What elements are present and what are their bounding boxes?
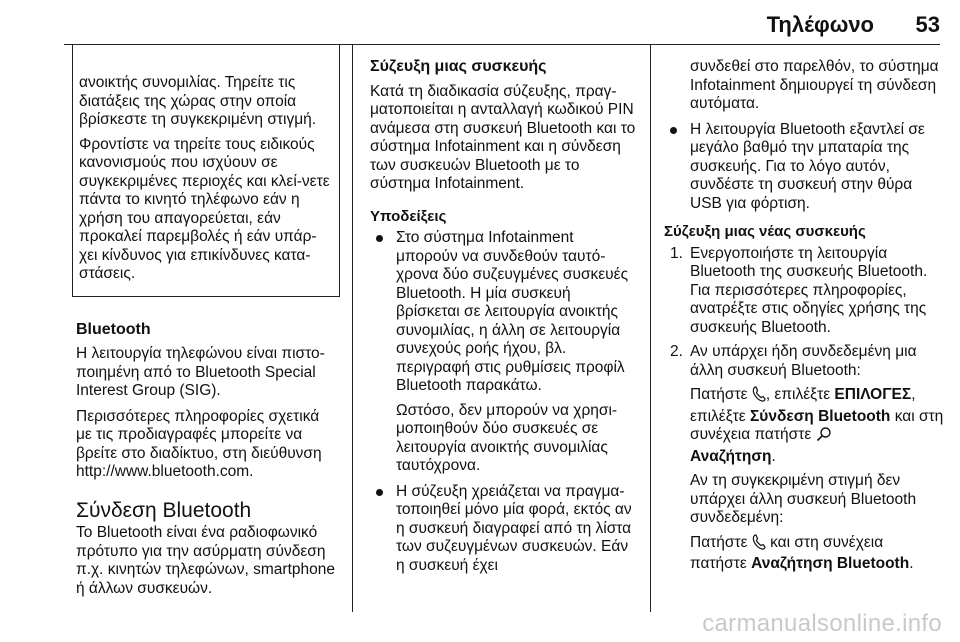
continued-paragraph: συνδεθεί στο παρελθόν, το σύστημα Infotainment δημιουργεί τη σύνδεση αυτόματα.	[690, 58, 939, 112]
menu-label-options: ΕΠΙΛΟΓΕΣ	[834, 386, 912, 403]
step-2-instruction-b: Αν τη συγκεκριμένη στιγμή δεν υπάρχει άλλη συσκευή Bluetooth συνδεδεμένη:	[690, 472, 917, 526]
step-2-text: Αν υπάρχει ήδη συνδεδεμένη μια άλλη συσκευή Bluetooth:	[690, 343, 917, 379]
text-fragment: και στη συνέχεια πατήστε	[690, 407, 944, 443]
text-fragment: ,	[911, 386, 916, 403]
section-heading-pairing: Σύζευξη μιας συσκευής	[370, 58, 547, 75]
text-fragment: επιλέξτε	[690, 407, 746, 425]
text-fragment: Πατήστε	[690, 386, 748, 403]
watermark: carmanualsonline.info	[702, 610, 942, 637]
column-1	[76, 44, 338, 605]
page-title: Τηλέφωνο	[766, 12, 874, 37]
notes-heading: Υποδείξεις	[370, 207, 447, 225]
warning-paragraph-1: ανοικτής συνομιλίας. Τηρείτε τις διατάξεις της χώρας στην οποία βρίσκεστε τη συγκεκριμένη στιγμή.	[79, 74, 317, 128]
column-divider-1	[352, 44, 353, 612]
text-fragment: Πατήστε	[690, 533, 748, 551]
warning-box	[72, 44, 340, 297]
note-2-paragraph-1: Η σύζευξη χρειάζεται να πραγμα-τοποιηθεί μόνο μία φορά, εκτός αν η συσκευή διαγραφεί από τη λίστα των συζευγμένων συσκευών. Εάν η συσκευή έχει	[396, 482, 632, 574]
column-3	[664, 58, 944, 580]
search-icon	[816, 426, 832, 448]
text-fragment: και στη συνέχεια πατήστε	[690, 533, 884, 572]
text-fragment: , επιλέξτε	[765, 386, 831, 403]
list-item	[370, 229, 638, 476]
section-heading-new-pairing: Σύζευξη μιας νέας συσκευής	[664, 223, 866, 240]
step-1-text: Ενεργοποιήστε τη λειτουργία Bluetooth της συσκευής Bluetooth. Για περισσότερες πληροφορίες, ανατρέξτε στις οδηγίες χρήσης της συσκευής Bluetooth.	[690, 244, 928, 336]
step-2-instruction-a	[690, 386, 944, 466]
note-1-paragraph-2: Ωστόσο, δεν μπορούν να χρησι-μοποιηθούν δύο συσκευές σε λειτουργία ανοικτής συνομιλίας ταυτόχρονα.	[396, 401, 618, 474]
section-heading-bluetooth: Bluetooth	[76, 320, 151, 338]
step-number: 2.	[670, 343, 683, 360]
text-fragment: .	[771, 447, 776, 465]
battery-note: Η λειτουργία Bluetooth εξαντλεί σε μεγάλο βαθμό την μπαταρία της συσκευής. Για το λόγο αυτόν, συνδέστε τη συσκευή στην θύρα USB για φόρτιση.	[690, 120, 925, 212]
step-number: 1.	[670, 244, 683, 262]
phone-icon	[752, 386, 766, 408]
text-fragment: .	[909, 555, 914, 572]
warning-paragraph-2: Φροντίστε να τηρείτε τους ειδικούς κανονισμούς που ισχύουν σε συγκεκριμένες περιοχές και κλεί-νετε πάντα το κινητό τηλέφωνο εάν η χρήση του απαγορεύεται, εάν προκαλεί παρεμβολές ή εάν υπάρ-χει κίνδυνος για επικίνδυνες κατα-στάσεις.	[79, 135, 330, 282]
column-2	[370, 58, 638, 582]
pairing-paragraph-1: Κατά τη διαδικασία σύζευξης, πραγ-ματοποιείται η ανταλλαγή κωδικού PIN ανάμεσα στη συσκευή Bluetooth και το σύστημα Infotainment και η σύνδεση των συσκευών Bluetooth με το σύστημα Infotainment.	[370, 82, 636, 192]
list-item	[664, 245, 944, 338]
note-1-paragraph-1: Στο σύστημα Infotainment μπορούν να συνδεθούν ταυτό-χρονα δύο συζευγμένες συσκευές Bluetooth. Η μία συσκευή βρίσκεται σε λειτουργία ανοικτής συνομιλίας, η άλλη σε λειτουργία συνεχούς ροής ήχου, βλ. περιγραφή στις ρυθμίσεις προφίλ Bluetooth παρακάτω.	[396, 229, 629, 394]
list-item	[664, 121, 944, 214]
steps-list	[664, 245, 944, 574]
list-item	[664, 343, 944, 574]
bluetooth-paragraph-1: Η λειτουργία τηλεφώνου είναι πιστο-ποιημένη από το Bluetooth Special Interest Group (SIG).	[76, 345, 325, 399]
bullet-icon	[376, 235, 383, 242]
step-2-instruction-c	[690, 534, 944, 574]
menu-label-search: Αναζήτηση	[690, 447, 772, 465]
section-heading-connection: Σύνδεση Bluetooth	[76, 498, 252, 522]
connection-paragraph-1: Το Bluetooth είναι ένα ραδιοφωνικό πρότυπο για την ασύρματη σύνδεση π.χ. κινητών τηλεφώνων, smartphone ή άλλων συσκευών.	[76, 524, 335, 597]
notes-list	[370, 229, 638, 575]
page-number: 53	[915, 12, 940, 37]
bluetooth-paragraph-2: Περισσότερες πληροφορίες σχετικά με τις προδιαγραφές μπορείτε να βρείτε στο διαδίκτυο, στη διεύθυνση http://www.bluetooth.com.	[76, 407, 322, 480]
column-divider-2	[650, 44, 651, 612]
bullet-icon	[376, 489, 383, 496]
bullet-icon	[670, 127, 677, 134]
list-item	[370, 483, 638, 576]
menu-label-bluetooth-connection: Σύνδεση Bluetooth	[750, 407, 891, 425]
menu-label-bluetooth-search: Αναζήτηση Bluetooth	[751, 555, 910, 572]
phone-icon	[752, 534, 766, 556]
